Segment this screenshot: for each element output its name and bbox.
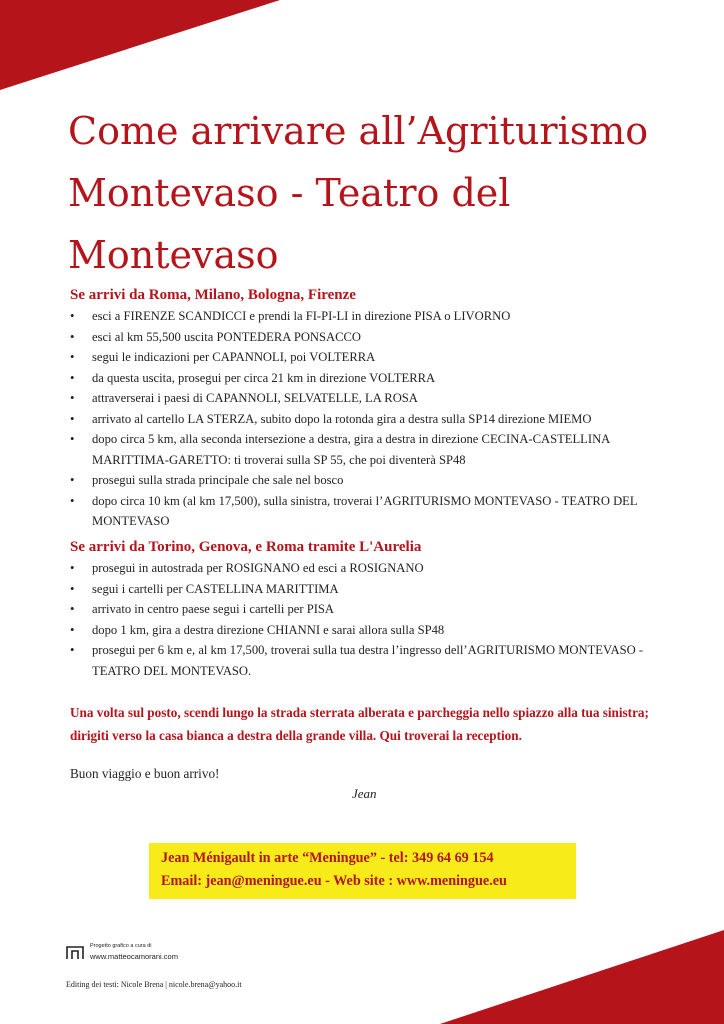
list-item: • dopo circa 5 km, alla seconda intersezione a destra, gira a destra in direzione CECINA-CASTELLINA MARITTIMA-GARETTO: ti troverai sulla SP 55, che poi diventerà SP48 xyxy=(70,429,670,470)
list-item: • esci al km 55,500 uscita PONTEDERA PONSACCO xyxy=(70,327,670,348)
designer-logo-icon xyxy=(66,946,84,960)
list-item: • attraverserai i paesi di CAPANNOLI, SELVATELLE, LA ROSA xyxy=(70,388,670,409)
list-item: • da questa uscita, prosegui per circa 21 km in direzione VOLTERRA xyxy=(70,368,670,389)
list-item: • prosegui in autostrada per ROSIGNANO ed esci a ROSIGNANO xyxy=(70,558,670,579)
list-item: • segui i cartelli per CASTELLINA MARITTIMA xyxy=(70,579,670,600)
signature: Jean xyxy=(352,786,377,801)
list-item: • prosegui sulla strada principale che sale nel bosco xyxy=(70,470,670,491)
directions-list-aurelia xyxy=(70,558,670,681)
list-item: • esci a FIRENZE SCANDICCI e prendi la FI-PI-LI in direzione PISA o LIVORNO xyxy=(70,306,670,327)
arrival-note: Una volta sul posto, scendi lungo la strada sterrata alberata e parcheggia nello spiazzo alla tua sinistra; dirigiti verso la casa bianca a destra della grande villa. Qui troverai la reception. xyxy=(70,705,649,743)
list-item: • prosegui per 6 km e, al km 17,500, troverai sulla tua destra l’ingresso dell’AGRITURISMO MONTEVASO - TEATRO DEL MONTEVASO. xyxy=(70,640,670,681)
contact-box xyxy=(149,843,576,899)
list-item: • arrivato in centro paese segui i cartelli per PISA xyxy=(70,599,670,620)
title-line-2: Montevaso - Teatro del Montevaso xyxy=(68,171,511,277)
credits-url: www.matteocamorani.com xyxy=(90,952,178,961)
greeting: Buon viaggio e buon arrivo! xyxy=(70,766,220,781)
credits-label: Progetto grafico a cura di xyxy=(90,943,152,949)
title-line-1: Come arrivare all’Agriturismo xyxy=(68,109,649,153)
section-heading-aurelia: Se arrivi da Torino, Genova, e Roma tramite L'Aurelia xyxy=(70,539,422,555)
bottom-right-red-corner xyxy=(440,930,724,1024)
contact-phone-line: Jean Ménigault in arte “Meningue” - tel: 349 64 69 154 xyxy=(161,850,494,866)
list-item: • segui le indicazioni per CAPANNOLI, poi VOLTERRA xyxy=(70,347,670,368)
section-heading-roma: Se arrivi da Roma, Milano, Bologna, Firenze xyxy=(70,287,356,303)
list-item: • dopo circa 10 km (al km 17,500), sulla sinistra, troverai l’AGRITURISMO MONTEVASO - TEATRO DEL MONTEVASO xyxy=(70,491,670,532)
list-item: • dopo 1 km, gira a destra direzione CHIANNI e sarai allora sulla SP48 xyxy=(70,620,670,641)
directions-list-roma xyxy=(70,306,670,532)
top-left-red-corner xyxy=(0,0,280,90)
page-title xyxy=(68,100,668,286)
contact-email-line: Email: jean@meningue.eu - Web site : www.meningue.eu xyxy=(161,873,507,889)
editing-credits: Editing dei testi: Nicole Brena | nicole.brena@yahoo.it xyxy=(66,980,242,989)
list-item: • arrivato al cartello LA STERZA, subito dopo la rotonda gira a destra sulla SP14 direzione MIEMO xyxy=(70,409,670,430)
